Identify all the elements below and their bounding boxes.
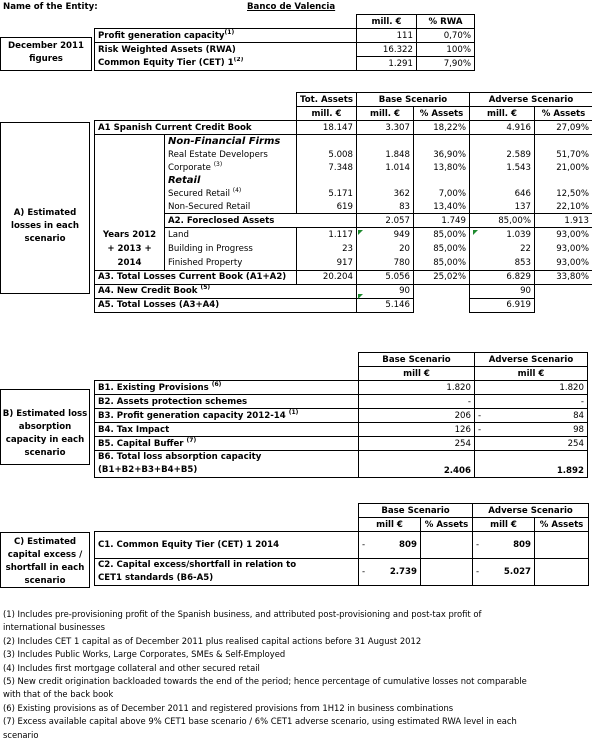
cell: 20 bbox=[357, 242, 414, 256]
cell: 1.014 bbox=[357, 161, 414, 174]
cell: 853 bbox=[470, 256, 535, 270]
cell: 20.204 bbox=[297, 270, 357, 284]
cell: 2.057 bbox=[357, 214, 414, 228]
cell-sign bbox=[475, 395, 515, 409]
dec2011-header-mill: mill. € bbox=[357, 15, 417, 29]
header-mill: mill € bbox=[473, 518, 535, 532]
cell: 90 bbox=[470, 284, 535, 298]
header-base: Base Scenario bbox=[357, 93, 470, 107]
header-mill: mill € bbox=[359, 518, 421, 532]
cell: 83 bbox=[357, 200, 414, 214]
cell: 85,00% bbox=[470, 214, 535, 228]
footnote: (3) Includes Public Works, Large Corporates, SMEs & Self-Employed bbox=[3, 649, 286, 660]
row-label: Risk Weighted Assets (RWA) bbox=[98, 44, 236, 55]
table-row bbox=[95, 409, 588, 423]
table-row bbox=[95, 200, 592, 214]
table-row bbox=[95, 242, 592, 256]
cell-marker bbox=[358, 230, 363, 235]
table-row bbox=[95, 270, 592, 284]
row-label: A5. Total Losses (A3+A4) bbox=[95, 298, 357, 312]
row-label: B2. Assets protection schemes bbox=[98, 396, 248, 407]
cell: 2.739 bbox=[379, 559, 421, 586]
header-pct: % Assets bbox=[414, 107, 470, 121]
cell: 917 bbox=[297, 256, 357, 270]
cell-sign: - bbox=[475, 423, 515, 437]
table-row bbox=[95, 284, 592, 298]
row-label: B6. Total loss absorption capacity bbox=[98, 452, 262, 462]
table-row bbox=[95, 437, 588, 451]
cell: 27,09% bbox=[535, 121, 592, 135]
row-label-formula: (B1+B2+B3+B4+B5) bbox=[98, 465, 198, 475]
cell-rwa: 100% bbox=[417, 43, 475, 57]
cell-sign bbox=[359, 381, 399, 395]
footnote: (1) Includes pre-provisioning profit of the Spanish business, and attributed post-provisioning and post-tax profit of bbox=[3, 609, 482, 619]
cell: 646 bbox=[470, 187, 535, 200]
cell: 93,00% bbox=[535, 256, 592, 270]
cell: 1.749 bbox=[414, 214, 470, 228]
row-label-formula: CET1 standards (B6-A5) bbox=[98, 573, 214, 583]
cell: 7.348 bbox=[297, 161, 357, 174]
cell: 5.027 bbox=[493, 559, 535, 586]
row-label: C2. Capital excess/shortfall in relation to bbox=[98, 560, 297, 570]
cell-sign bbox=[475, 381, 515, 395]
cell: 36,90% bbox=[414, 148, 470, 161]
footnote-ref: (5) bbox=[200, 284, 211, 291]
table-row bbox=[95, 29, 475, 43]
footnote: (6) Existing provisions as of December 2011 and registered provisions from 1H12 in business combinations bbox=[3, 702, 454, 713]
table-row bbox=[95, 423, 588, 437]
footnote-ref: (3) bbox=[213, 161, 223, 168]
row-label: Common Equity Tier (CET) 1 bbox=[98, 58, 234, 69]
cell: 51,70% bbox=[535, 148, 592, 161]
cell: 5.056 bbox=[357, 270, 414, 284]
header-pct: % Assets bbox=[421, 518, 473, 532]
table-row bbox=[95, 532, 589, 559]
table-row bbox=[95, 161, 592, 174]
cell-sign: - bbox=[473, 559, 493, 586]
header-mill: mill € bbox=[359, 367, 475, 381]
cell: 254 bbox=[515, 437, 588, 451]
cell-marker bbox=[358, 294, 363, 299]
capital-table bbox=[94, 503, 589, 586]
cell: 206 bbox=[399, 409, 475, 423]
cell: 1.543 bbox=[470, 161, 535, 174]
header-mill: mill. € bbox=[357, 107, 414, 121]
cell: 5.146 bbox=[357, 298, 414, 312]
cell: 18,22% bbox=[414, 121, 470, 135]
cell-rwa: 0,70% bbox=[417, 29, 475, 43]
cell: 23 bbox=[297, 242, 357, 256]
row-label: A4. New Credit Book bbox=[98, 286, 198, 296]
table-row bbox=[95, 187, 592, 200]
section-c-label: C) Estimated capital excess / shortfall in each scenario bbox=[0, 532, 90, 588]
cell: 1.820 bbox=[399, 381, 475, 395]
header-base: Base Scenario bbox=[359, 353, 475, 367]
cell: 3.307 bbox=[357, 121, 414, 135]
footnote: (4) Includes first mortgage collateral and other secured retail bbox=[3, 662, 260, 673]
table-row bbox=[95, 43, 475, 57]
footnotes bbox=[3, 608, 527, 742]
cell: 809 bbox=[379, 532, 421, 559]
cell: 93,00% bbox=[535, 228, 592, 242]
row-label: A3. Total Losses Current Book (A1+A2) bbox=[95, 270, 297, 284]
cell: 85,00% bbox=[414, 228, 470, 242]
cell: 22,10% bbox=[535, 200, 592, 214]
row-label: B5. Capital Buffer bbox=[98, 438, 184, 449]
section-b-label: B) Estimated loss absorption capacity in each scenario bbox=[0, 389, 90, 465]
footnote-ref: (7) bbox=[186, 436, 197, 444]
cell-sign bbox=[359, 409, 399, 423]
cell: 85,00% bbox=[414, 242, 470, 256]
cell: 5.008 bbox=[297, 148, 357, 161]
header-adverse: Adverse Scenario bbox=[475, 353, 588, 367]
cell: 2.589 bbox=[470, 148, 535, 161]
table-row bbox=[95, 214, 592, 228]
footnote-ref: (1) bbox=[288, 408, 299, 416]
years-label: Years 2012 + 2013 + 2014 bbox=[95, 228, 165, 271]
section-a-label: A) Estimated losses in each scenario bbox=[0, 122, 90, 294]
cell: 362 bbox=[357, 187, 414, 200]
row-label: Real Estate Developers bbox=[165, 148, 297, 161]
cell: 1.848 bbox=[357, 148, 414, 161]
cell: 949 bbox=[357, 228, 414, 242]
cell-sign: - bbox=[475, 409, 515, 423]
table-row bbox=[95, 57, 475, 71]
cell: 1.117 bbox=[297, 228, 357, 242]
cell: 4.916 bbox=[470, 121, 535, 135]
header-mill: mill. € bbox=[297, 107, 357, 121]
table-row bbox=[95, 256, 592, 270]
cell-mill: 1.291 bbox=[357, 57, 417, 71]
cell: 93,00% bbox=[535, 242, 592, 256]
cell: 1.039 bbox=[470, 228, 535, 242]
row-label: Secured Retail bbox=[168, 188, 231, 199]
cell: 126 bbox=[399, 423, 475, 437]
row-label: B3. Profit generation capacity 2012-14 bbox=[98, 410, 286, 421]
header-pct: % Assets bbox=[535, 518, 589, 532]
cell: 22 bbox=[470, 242, 535, 256]
table-row bbox=[95, 228, 592, 242]
cell: 6.829 bbox=[470, 270, 535, 284]
absorption-table bbox=[94, 352, 588, 478]
cell: 12,50% bbox=[535, 187, 592, 200]
cell-sign bbox=[359, 437, 399, 451]
cell: 254 bbox=[399, 437, 475, 451]
cell: 13,80% bbox=[414, 161, 470, 174]
cell: 1.913 bbox=[535, 214, 592, 228]
cell: 809 bbox=[493, 532, 535, 559]
cell-total: 2.406 bbox=[359, 451, 475, 478]
cell: 98 bbox=[515, 423, 588, 437]
row-label: Corporate bbox=[168, 162, 211, 173]
cell: 1.820 bbox=[515, 381, 588, 395]
footnote: (2) Includes CET 1 capital as of December 2011 plus realised capital actions before 31 August 2012 bbox=[3, 635, 422, 646]
table-row bbox=[95, 121, 592, 135]
row-label: C1. Common Equity Tier (CET) 1 2014 bbox=[95, 532, 359, 559]
cell: 619 bbox=[297, 200, 357, 214]
row-label: Non-Secured Retail bbox=[165, 200, 297, 214]
row-label: Building in Progress bbox=[165, 242, 297, 256]
cell: 21,00% bbox=[535, 161, 592, 174]
header-pct: % Assets bbox=[535, 107, 592, 121]
row-label: Profit generation capacity bbox=[98, 30, 225, 41]
header-tot-assets: Tot. Assets bbox=[297, 93, 357, 107]
cell-sign bbox=[359, 395, 399, 409]
cell-sign: - bbox=[359, 559, 379, 586]
cell: 7,00% bbox=[414, 187, 470, 200]
header-adverse: Adverse Scenario bbox=[473, 504, 589, 518]
header-base: Base Scenario bbox=[359, 504, 473, 518]
cell-sign: - bbox=[473, 532, 493, 559]
cell: 85,00% bbox=[414, 256, 470, 270]
cell-mill: 111 bbox=[357, 29, 417, 43]
cell: 25,02% bbox=[414, 270, 470, 284]
cell: 18.147 bbox=[297, 121, 357, 135]
row-label: A1 Spanish Current Credit Book bbox=[95, 121, 297, 135]
cell-sign bbox=[475, 437, 515, 451]
entity-name: Banco de Valencia bbox=[247, 2, 336, 12]
table-row bbox=[95, 451, 588, 478]
cell-marker bbox=[473, 230, 478, 235]
dec2011-table bbox=[94, 14, 475, 71]
cell: 6.919 bbox=[470, 298, 535, 312]
footnote: scenario bbox=[3, 729, 39, 740]
row-label: Land bbox=[165, 228, 297, 242]
footnote-ref: (1) bbox=[224, 28, 235, 36]
table-row bbox=[95, 148, 592, 161]
cell: - bbox=[399, 395, 475, 409]
cell-total: 1.892 bbox=[475, 451, 588, 478]
cell: 84 bbox=[515, 409, 588, 423]
cell-rwa: 7,90% bbox=[417, 57, 475, 71]
row-label: Finished Property bbox=[165, 256, 297, 270]
row-label: B4. Tax Impact bbox=[98, 424, 170, 435]
table-row bbox=[95, 298, 592, 312]
subheading-nonfinancial: Non-Financial Firms bbox=[165, 135, 297, 149]
dec2011-label: December 2011 figures bbox=[0, 37, 92, 71]
cell: 5.171 bbox=[297, 187, 357, 200]
header-mill: mill. € bbox=[470, 107, 535, 121]
row-label: B1. Existing Provisions bbox=[98, 382, 209, 393]
cell: 137 bbox=[470, 200, 535, 214]
dec2011-header-rwa: % RWA bbox=[417, 15, 475, 29]
header-adverse: Adverse Scenario bbox=[470, 93, 592, 107]
cell-mill: 16.322 bbox=[357, 43, 417, 57]
row-label: A2. Foreclosed Assets bbox=[165, 214, 357, 228]
table-row bbox=[95, 395, 588, 409]
cell: 33,80% bbox=[535, 270, 592, 284]
losses-table bbox=[94, 92, 592, 313]
table-row bbox=[95, 381, 588, 395]
footnote: (7) Excess available capital above 9% CET1 base scenario / 6% CET1 adverse scenario, using estimated RWA level in each bbox=[3, 716, 517, 727]
subheading-retail: Retail bbox=[165, 174, 297, 187]
footnote-ref: (4) bbox=[232, 187, 242, 194]
footnote: with that of the back book bbox=[3, 689, 114, 700]
cell: 780 bbox=[357, 256, 414, 270]
entity-label: Name of the Entity: bbox=[3, 2, 98, 12]
footnote-ref: (6) bbox=[211, 380, 222, 388]
footnote-ref: (2) bbox=[233, 56, 244, 64]
cell: 13,40% bbox=[414, 200, 470, 214]
table-row bbox=[95, 559, 589, 586]
footnote: international businesses bbox=[3, 622, 105, 633]
cell: 90 bbox=[357, 284, 414, 298]
cell: - bbox=[515, 395, 588, 409]
cell-sign: - bbox=[359, 532, 379, 559]
header-mill: mill € bbox=[475, 367, 588, 381]
cell-sign bbox=[359, 423, 399, 437]
footnote: (5) New credit origination backloaded towards the end of the period; hence percentage of cumulative losses not comparable bbox=[3, 676, 527, 687]
